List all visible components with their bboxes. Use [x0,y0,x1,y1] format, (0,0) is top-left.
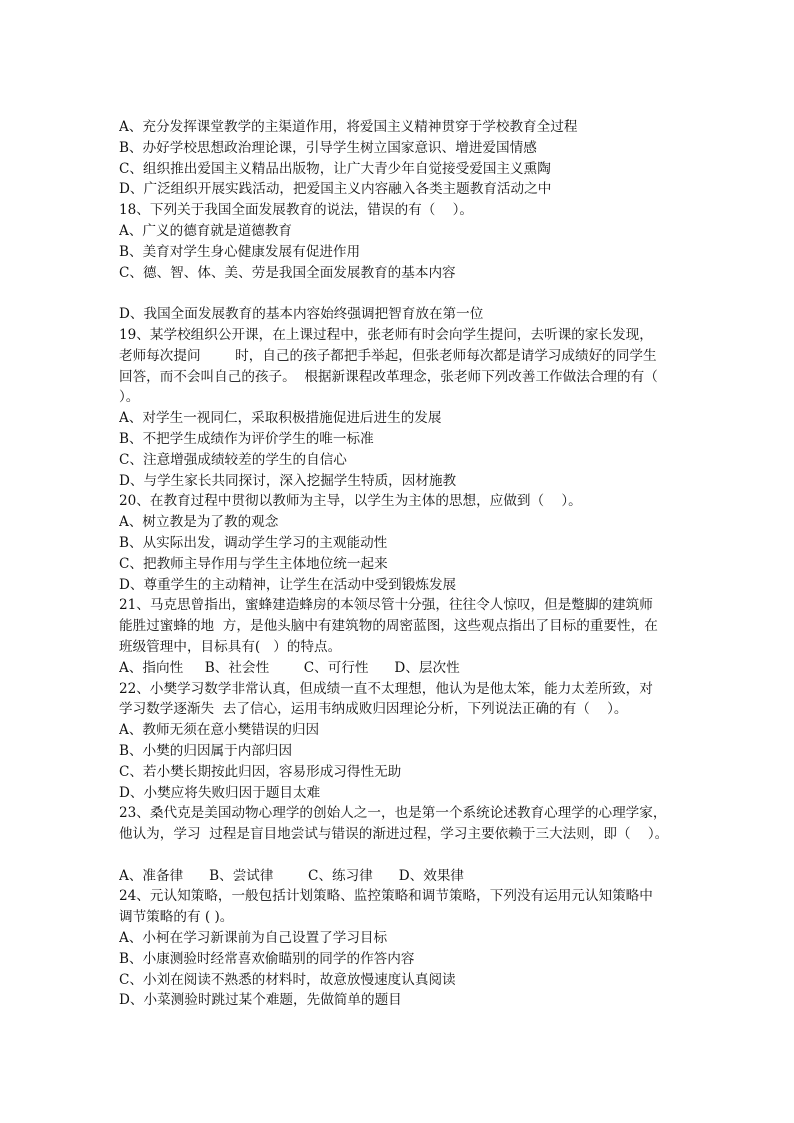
text-line: 19、某学校组织公开课，在上课过程中，张老师有时会向学生提问，去听课的家长发现， [119,326,653,343]
text-line: A、树立教是为了教的观念 [119,514,279,531]
text-line: A、教师无须在意小樊错误的归因 [119,722,320,739]
text-line: C、若小樊长期按此归因，容易形成习得性无助 [119,763,402,780]
text-line: D、小樊应将失败归因于题目太难 [119,784,321,801]
text-line: 22、小樊学习数学非常认真，但成绩一直不太理想，他认为是他太笨，能力太差所致，对 [119,680,653,697]
text-line: A、小柯在学习新课前为自己设置了学习目标 [119,930,388,947]
text-line: 班级管理中，目标具有( ）的特点。 [119,638,342,655]
text-line: D、与学生家长共同探讨，深入挖掘学生特质，因材施教 [119,472,457,489]
text-line: A、准备律 B、尝试律 C、练习律 D、效果律 [119,867,465,884]
text-line: 23、桑代克是美国动物心理学的创始人之一，也是第一个系统论述教育心理学的心理学家， [119,805,667,822]
text-line: 18、下列关于我国全面发展教育的说法，错误的有（ ）。 [119,202,474,219]
text-line: B、不把学生成绩作为评价学生的唯一标准 [119,430,374,447]
text-line: A、指向性 B、社会性 C、可行性 D、层次性 [119,659,460,676]
blank-line [119,283,679,304]
text-line: 学习数学逐渐失 去了信心，运用韦纳成败归因理论分析，下列说法正确的有（ ）。 [119,701,628,718]
text-line: 调节策略的有 ( )。 [119,909,234,926]
text-line: D、广泛组织开展实践活动，把爱国主义内容融入各类主题教育活动之中 [119,181,552,198]
text-line: ）。 [119,389,140,406]
text-line: A、充分发挥课堂教学的主渠道作用，将爱国主义精神贯穿于学校教育全过程 [119,119,578,135]
document-body [119,117,679,1011]
text-line: B、从实际出发，调动学生学习的主观能动性 [119,534,388,551]
text-line: 能胜过蜜蜂的地 方，是他头脑中有建筑物的周密蓝图，这些观点指出了目标的重要性，在 [119,618,658,635]
text-line: B、办好学校思想政治理论课，引导学生树立国家意识、增进爱国情感 [119,139,537,156]
text-line: C、德、智、体、美、劳是我国全面发展教育的基本内容 [119,264,456,281]
text-line: C、组织推出爱国主义精品出版物，让广大青少年自觉接受爱国主义熏陶 [119,160,551,177]
text-line: A、对学生一视同仁，采取积极措施促进后进生的发展 [119,410,442,427]
text-line: C、注意增强成绩较差的学生的自信心 [119,451,347,468]
text-line: 21、马克思曾指出，蜜蜂建造蜂房的本领尽管十分强，往往令人惊叹，但是蹩脚的建筑师 [119,597,653,614]
text-line: C、小刘在阅读不熟悉的材料时，故意放慢速度认真阅读 [119,971,456,988]
text-line: 24、元认知策略，一般包括计划策略、监控策略和调节策略，下列没有运用元认知策略中 [119,888,653,905]
text-line: B、小康测验时经常喜欢偷瞄别的同学的作答内容 [119,950,415,967]
text-line: C、把教师主导作用与学生主体地位统一起来 [119,555,388,572]
text-line: D、尊重学生的主动精神，让学生在活动中受到锻炼发展 [119,576,457,593]
text-line: 老师每次提问 时，自己的孩子都把手举起，但张老师每次都是请学习成绩好的同学生 [119,347,657,364]
text-line: 他认为，学习 过程是盲目地尝试与错误的渐进过程，学习主要依赖于三大法则，即（ ）。 [119,826,669,843]
text-line: D、小菜测验时跳过某个难题，先做简单的题目 [119,992,402,1009]
blank-line [119,845,679,866]
text-line: 20、在教育过程中贯彻以教师为主导，以学生为主体的思想，应做到（ ）。 [119,493,582,510]
text-line: 回答，而不会叫自己的孩子。 根据新课程改革理念，张老师下列改善工作做法合理的有（ [119,368,658,385]
text-line: D、我国全面发展教育的基本内容始终强调把智育放在第一位 [119,306,484,323]
text-line: B、美育对学生身心健康发展有促进作用 [119,243,361,260]
text-line: A、广义的德育就是道德教育 [119,222,292,239]
text-line: B、小樊的归因属于内部归因 [119,742,293,759]
